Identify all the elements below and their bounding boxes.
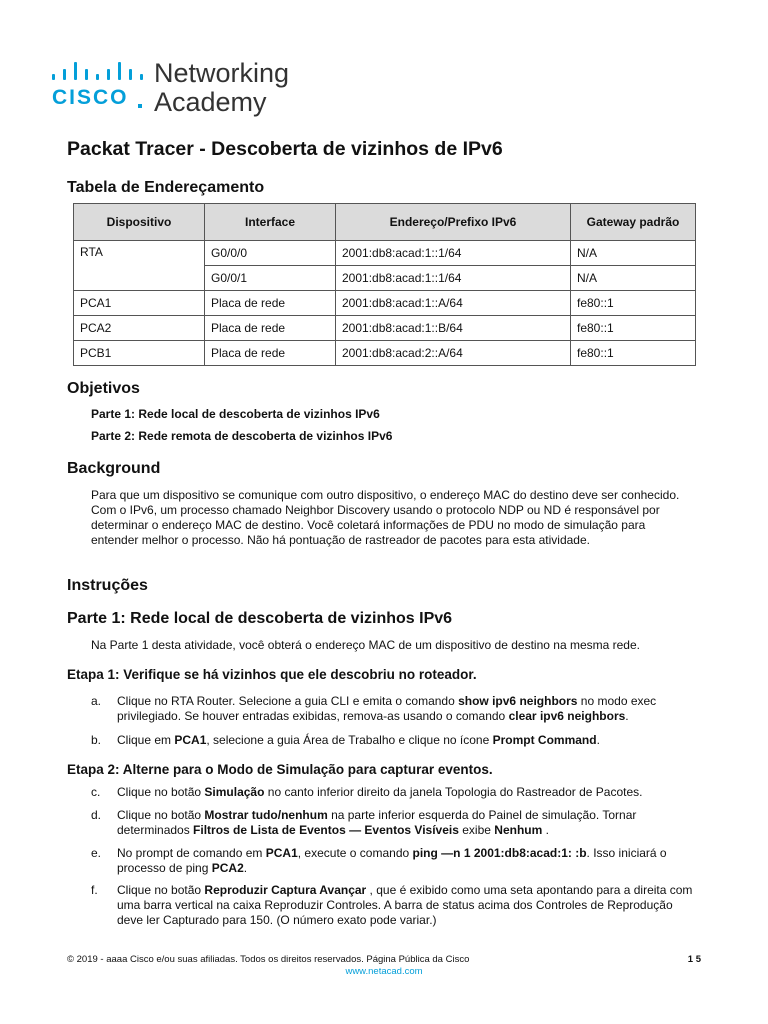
table-cell: PCA2 — [74, 316, 205, 341]
table-cell: fe80::1 — [571, 341, 696, 366]
cisco-networking-academy-logo — [52, 58, 312, 118]
background-text: Para que um dispositivo se comunique com outro dispositivo, o endereço MAC do destino deve ser conhecido. Com o IPv6, um processo chamado Neighbor Discovery usando o protocolo NDP ou ND é responsável por determinar o endereço MAC de destino. Você coletará informações de PDU no modo de simulação para entender melhor o processo. Não há pontuação de rastreador de pacotes para esta atividade. — [91, 488, 680, 547]
copyright-text: © 2019 - aaaa Cisco e/ou suas afiliadas. Todos os direitos reservados. Página Pública da Cisco — [67, 954, 470, 965]
table-cell: G0/0/1 — [205, 266, 336, 291]
table-cell: Placa de rede — [205, 341, 336, 366]
column-header: Endereço/Prefixo IPv6 — [336, 204, 571, 241]
list-item: a. Clique no RTA Router. Selecione a guia CLI e emita o comando show ipv6 neighbors no modo exec privilegiado. Se houver entradas exibidas, remova-as usando o comando clear ipv6 neighbors. — [91, 694, 657, 723]
instructions-heading: Instruções — [67, 577, 148, 594]
list-item: d. Clique no botão Mostrar tudo/nenhum na parte inferior esquerda do Painel de simulação. Tornar determinados Filtros de Lista de Eventos — Eventos Visíveis exibe Nenhum . — [91, 808, 637, 837]
page-title: Packat Tracer - Descoberta de vizinhos de IPv6 — [67, 138, 503, 160]
logo-academy: Academy — [154, 87, 267, 117]
cisco-bars-icon — [52, 60, 152, 80]
table-cell: Placa de rede — [205, 316, 336, 341]
table-cell: 2001:db8:acad:1::1/64 — [336, 241, 571, 266]
column-header: Dispositivo — [74, 204, 205, 241]
objective-item: Parte 2: Rede remota de descoberta de vizinhos IPv6 — [91, 429, 393, 443]
table-cell: 2001:db8:acad:1::A/64 — [336, 291, 571, 316]
part1-heading: Parte 1: Rede local de descoberta de vizinhos IPv6 — [67, 610, 453, 627]
table-cell: fe80::1 — [571, 316, 696, 341]
table-cell: N/A — [571, 241, 696, 266]
table-row — [74, 341, 696, 366]
table-cell: 2001:db8:acad:1::B/64 — [336, 316, 571, 341]
table-cell: 2001:db8:acad:2::A/64 — [336, 341, 571, 366]
step1-heading: Etapa 1: Verifique se há vizinhos que ele descobriu no roteador. — [67, 667, 477, 682]
table-cell: fe80::1 — [571, 291, 696, 316]
column-header: Interface — [205, 204, 336, 241]
list-item: b. Clique em PCA1, selecione a guia Área de Trabalho e clique no ícone Prompt Command. — [91, 733, 600, 747]
table-cell: Placa de rede — [205, 291, 336, 316]
list-item: f. Clique no botão Reproduzir Captura Avançar , que é exibido como uma seta apontando para a direita com uma barra vertical na caixa Reproduzir Controles. A barra de status acima dos Controles de Reprodução deve ler Capturado para 150. (O número exato pode variar.) — [91, 883, 693, 927]
addressing-table — [73, 203, 696, 366]
addressing-heading: Tabela de Endereçamento — [67, 179, 265, 196]
background-heading: Background — [67, 460, 161, 477]
table-header-row — [74, 204, 696, 241]
table-row — [74, 291, 696, 316]
cisco-wordmark: CISCO — [52, 86, 129, 109]
logo-networking: Networking — [154, 58, 290, 88]
list-item: e. No prompt de comando em PCA1, execute o comando ping —n 1 2001:db8:acad:1: :b. Isso iniciará o processo de ping PCA2. — [91, 846, 667, 875]
table-cell: 2001:db8:acad:1::1/64 — [336, 266, 571, 291]
step2-heading: Etapa 2: Alterne para o Modo de Simulação para capturar eventos. — [67, 762, 493, 777]
table-cell: PCA1 — [74, 291, 205, 316]
table-row — [74, 241, 696, 266]
netacad-link[interactable]: www.netacad.com — [345, 966, 423, 977]
objective-item: Parte 1: Rede local de descoberta de vizinhos IPv6 — [91, 407, 380, 421]
table-cell: G0/0/0 — [205, 241, 336, 266]
part1-intro: Na Parte 1 desta atividade, você obterá o endereço MAC de um dispositivo de destino na mesma rede. — [91, 638, 640, 652]
column-header: Gateway padrão — [571, 204, 696, 241]
table-cell: PCB1 — [74, 341, 205, 366]
table-row — [74, 316, 696, 341]
table-cell: N/A — [571, 266, 696, 291]
cisco-dot — [138, 104, 142, 108]
page-number: 1 5 — [687, 954, 701, 965]
list-item: c. Clique no botão Simulação no canto inferior direito da janela Topologia do Rastreador de Pacotes. — [91, 785, 643, 799]
objectives-heading: Objetivos — [67, 380, 140, 397]
table-cell: RTA — [74, 241, 205, 291]
